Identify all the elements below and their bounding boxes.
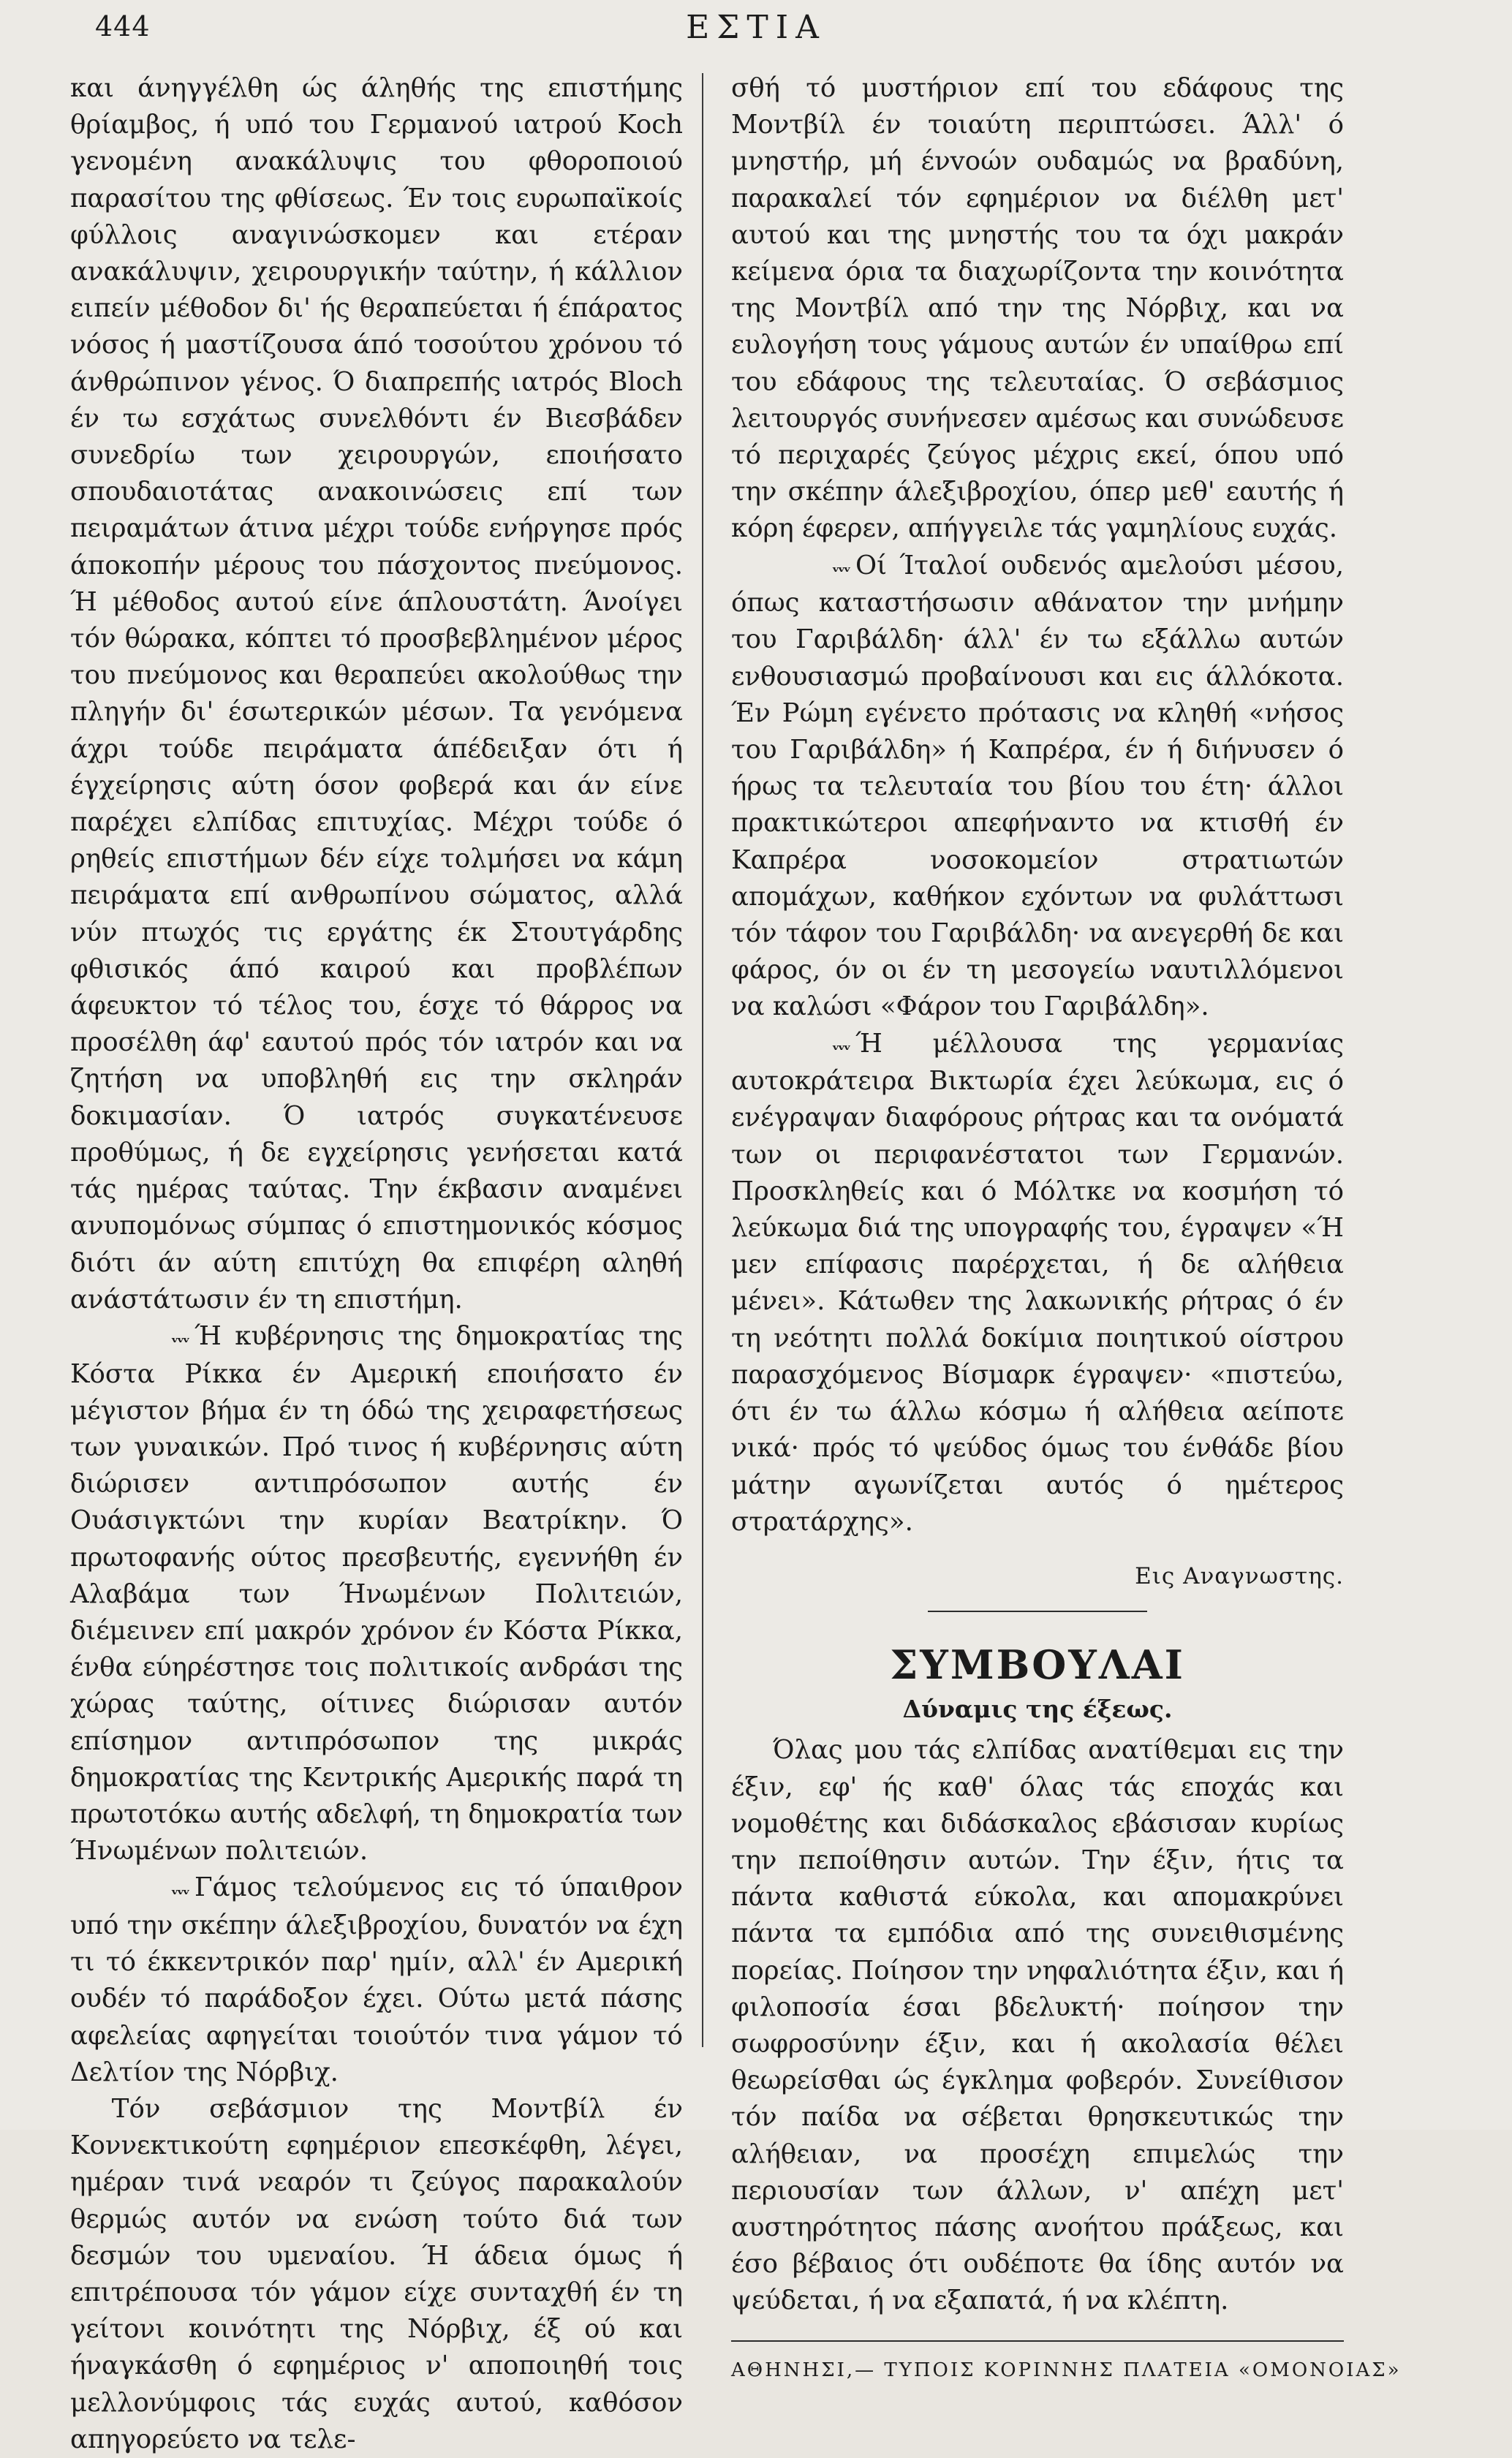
item-marker-icon: ᵥᵥᵥ [831,1035,850,1055]
news-item-costa-rica-text: Ή κυβέρνησις της δημοκρατίας της Κόστα Ρίκκα έν Αμερική εποιήσατο έν μέγιστον βήμα έν τη όδώ της χειραφετήσεως των γυναικών. Πρό τινος ή κυβέρνησις αύτη διώρισεν αντιπρόσωπον αυτής έν Ουάσιγκτώνι την κυρίαν Βεατρίκην. Ό πρωτοφανής ούτος πρεσβευτής, εγεννήθη έν Αλαβάμα των Ήνωμένων Πολιτειών, διέμεινεν επί μακρόν χρόνον έν Κόστα Ρίκκα, ένθα εύηρέστησε τοις πολιτικοίς ανδράσι της χώρας ταύτης, οίτινες διώρισαν αυτόν επίσημον αντιπρόσωπον της μικράς δημοκρατίας της Κεντρικής Αμερικής παρά τη πρωτοτόκω αυτής αδελφή, τη δημοκρατία των Ήνωμένων πολιτειών. [70,1320,683,1867]
section-title: ΣΥΜΒΟΥΛΑΙ [890,1641,1185,1689]
column-divider [702,73,703,2047]
article-koch-bloch: και άνηγγέλθη ώς άληθής της επιστήμης θρίαμβος, ή υπό του Γερμανού ιατρού Koch γενομένη ανακάλυψις του φθοροποιού παρασίτου της φθίσεως. Έν τοις ευρωπαϊκοίς φύλλοις αναγινώσκομεν και ετέραν ανακάλυψιν, χειρουργικήν ταύτην, ή κάλλιον ειπείν μέθοδον δι' ής θεραπεύεται ή έπάρατος νόσος ή μαστίζουσα άπό τοσούτου χρόνου τό άνθρώπινον γένος. Ό διαπρεπής ιατρός Bloch έν τω εσχάτως συνελθόντι έν Βιεσβάδεν συνεδρίω των χειρουργών, εποιήσατο σπουδαιοτάτας ανακοινώσεις επί των πειραμάτων άτινα μέχρι τούδε ενήργησε πρός άποκοπήν μέρους του πάσχοντος πνεύμονος. Ή μέθοδος αυτού είνε άπλουστάτη. Άνοίγει τόν θώρακα, κόπτει τό προσβεβλημένον μέρος του πνεύμονος και θεραπεύει ακολούθως την πληγήν δι' έσωτερικών μέσων. Τα γενόμενα άχρι τούδε πειράματα άπέδειξαν ότι ή έγχείρησις αύτη όσον φοβερά και άν είνε παρέχει ελπίδας επιτυχίας. Μέχρι τούδε ό ρηθείς επιστήμων δέν είχε τολμήσει να κάμη πειράματα επί ανθρωπίνου σώματος, αλλά νύν πτωχός τις εργάτης έκ Στουτγάρδης φθισικός άπό καιρού και προβλέπων άφευκτον τό τέλος του, έσχε τό θάρρος να προσέλθη άφ' εαυτού πρός τόν ιατρόν και να ζητήση να υποβληθή εις την σκληράν δοκιμασίαν. Ό ιατρός συγκατένευσε προθύμως, ή δε εγχείρησις γενήσεται κατά τάς ημέρας ταύτας. Την έκβασιν αναμένει ανυπομόνως σύμπας ό επιστημονικός κόσμος διότι άν αύτη επιτύχη θα επιφέρη αληθή ανάστάτωσιν έν τη επιστήμη. [70,73,683,1315]
printer-imprint: ΑΘΗΝΗΣΙ,— ΤΥΠΟΙΣ ΚΟΡΙΝΝΗΣ ΠΛΑΤΕΙΑ «ΟΜΟΝΟΙΑΣ» [731,2359,1402,2381]
news-item-umbrella-wedding [70,1869,683,2091]
item-marker-icon: ᵥᵥᵥ [170,1879,189,1899]
news-item-umbrella-wedding-text: Γάμος τελούμενος εις τό ύπαιθρον υπό την σκέπην άλεξιβροχίου, δυνατόν να έχη τι τό έκκεντρικόν παρ' ημίν, αλλ' έν Αμερική ουδέν τό παράδοξον έχει. Ούτω μετά πάσης αφελείας αφηγείται τοιούτόν τινα γάμον τό Δελτίον της Νόρβιχ. [70,1872,683,2087]
article-power-of-habit: Όλας μου τάς ελπίδας ανατίθεμαι εις την έξιν, εφ' ής καθ' όλας τάς εποχάς και νομοθέτης και διδάσκαλος εβάσισαν κυρίως την πεποίθησιν αυτών. Την έξιν, ήτις τα πάντα καθιστά εύκολα, και απομακρύνει πάντα τα εμπόδια από της συνειθισμένης πορείας. Ποίησον την νηφαλιότητα έξιν, και ή φιλοποσία έσαι βδελυκτή· ποίησον την σωφροσύνην έξιν, και ή ακολασία θέλει θεωρείσθαι ώς έγκλημα φοβερόν. Συνείθισον τόν παίδα να σέβεται θρησκευτικώς την αλήθειαν, να προσέχη επιμελώς την περιουσίαν των άλλων, ν' απέχη μετ' αυστηρότητος πάσης ανοήτου πράξεως, και έσο βέβαιος ότι ουδέποτε θα ίδης αυτόν να ψεύδεται, ή να εξαπατά, ή να κλέπτη. [731,1735,1344,2316]
news-item-victoria-album [731,1026,1344,1540]
news-item-victoria-album-text: Ή μέλλουσα της γερμανίας αυτοκράτειρα Βικτωρία έχει λεύκωμα, εις ό ενέγραψαν διαφόρους ρήτρας και τα ονόματά των οι περιφανέστατοι των Γερμανών. Προσκληθείς και ό Μόλτκε να κοσμήση τό λεύκωμα διά της υπογραφής του, έγραψεν «Ή μεν επίφασις παρέρχεται, ή δε αλήθεια μένει». Κάτωθεν της λακωνικής ρήτρας ό έν τη νεότητι πολλά δοκίμια ποιητικού οίστρου παρασχόμενος Βίσμαρκ έγραψεν· «πιστεύω, ότι έν τω άλλω κόσμω ή αλήθεια αείποτε νικά· πρός τό ψεύδος όμως του ένθάδε βίου μάτην αγωνίζεται αυτός ό ημέτερος στρατάρχης». [731,1028,1344,1537]
right-column [731,70,1402,2381]
item-marker-icon: ᵥᵥᵥ [831,557,850,577]
news-item-costa-rica [70,1318,683,1869]
item-marker-icon: ᵥᵥᵥ [170,1328,189,1347]
news-item-garibaldi-text: Οί Ίταλοί ουδενός αμελούσι μέσου, όπως καταστήσωσιν αθάνατον την μνήμην του Γαριβάλδη· άλλ' έν τω εξάλλω αυτών ενθουσιασμώ προβαίνουσι και εις άλλόκοτα. Έν Ρώμη εγένετο πρότασις να κληθή «νήσος του Γαριβάλδη» ή Καπρέρα, έν ή διήνυσεν ό ήρως τα τελευταία του βίου του έτη· άλλοι πρακτικώτεροι απεφήναντο να κτισθή έν Καπρέρα νοσοκομείον στρατιωτών απομάχων, καθήκον εχόντων να φυλάττωσι τόν τάφον του Γαριβάλδη· να ανεγερθή δε και φάρος, όν οι έν τη μεσογείω ναυτιλλόμενοι να καλώσι «Φάρον του Γαριβάλδη». [731,550,1344,1022]
news-item-garibaldi [731,548,1344,1026]
section-subtitle: Δύναμις της έξεως. [902,1695,1173,1724]
page-number: 444 [95,10,151,42]
left-column [70,70,683,2454]
section-divider [928,1611,1147,1612]
article-montville-wedding: Τόν σεβάσμιον της Μοντβίλ έν Κοννεκτικούτη εφημέριον επεσκέφθη, λέγει, ημέραν τινά νεαρόν τι ζεύγος παρακαλούν θερμώς αυτόν να ενώση τούτο διά των δεσμών του υμεναίου. Ή άδεια όμως ή επιτρέπουσα τόν γάμον είχε συνταχθή έν τη γείτονι κοινότητι της Νόρβιχ, έξ ού και ήναγκάσθη ό εφημέριος ν' αποποιηθή τοις μελλονύμφοις τάς ευχάς αυτού, καθόσον απηγορεύετο να τελε- [70,2093,683,2454]
author-signature: Εις Αναγνωστης. [1135,1562,1344,1589]
running-title: ΕΣΤΙΑ [686,9,826,46]
article-montville-continued: σθή τό μυστήριον επί του εδάφους της Μοντβίλ έν τοιαύτη περιπτώσει. Άλλ' ό μνηστήρ, μή ένvοών ουδαμώς να βραδύνη, παρακαλεί τόν εφημέριον να διέλθη μετ' αυτού και της μνηστής του τα όχι μακράν κείμενα όρια τα διαχωρίζοντα την κοινότητα της Μοντβίλ από την της Νόρβιχ, και να ευλογήση τους γάμους αυτών έν υπαίθρω επί του εδάφους της τελευταίας. Ό σεβάσμιος λειτουργός συνήνεσεν αμέσως και συνώδευσε τό περιχαρές ζεύγος μέχρις εκεί, όπου υπό την σκέπην άλεξιβροχίου, όπερ μεθ' εαυτής ή κόρη έφερεν, απήγγειλε τάς γαμηλίους ευχάς. [731,73,1344,544]
imprint-divider [731,2340,1344,2342]
